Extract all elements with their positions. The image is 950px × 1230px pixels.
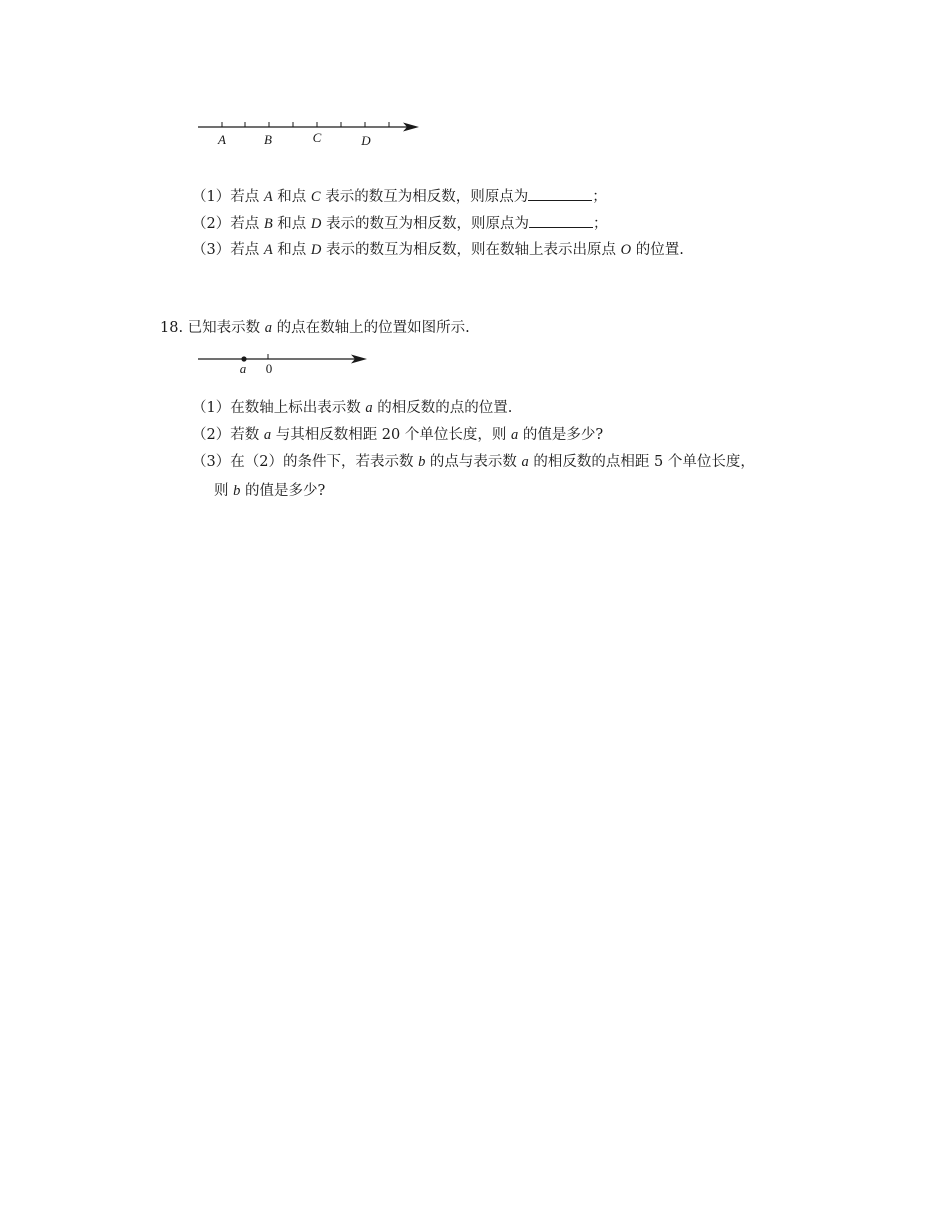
point-label-d: D (361, 133, 371, 148)
text: （3）在（2）的条件下，若表示数 (192, 454, 419, 470)
text: 的相反数的点相距 5 个单位长度， (528, 454, 755, 470)
q18-part-3 (192, 452, 755, 472)
variable: a (365, 400, 373, 416)
q17-part-3 (192, 240, 684, 260)
variable: D (310, 242, 322, 258)
variable: A (263, 242, 273, 258)
text: 的相反数的点的位置. (372, 400, 513, 416)
text: 表示的数互为相反数，则原点为 (321, 216, 530, 232)
text: ； (592, 189, 607, 205)
q18-part-3-continued (214, 481, 325, 501)
text: ； (593, 216, 608, 232)
text: 的值是多少? (518, 427, 604, 443)
variable: a (263, 427, 272, 443)
text: 表示的数互为相反数，则原点为 (320, 189, 529, 205)
q18-part-2 (192, 425, 603, 445)
point-a-label: a (239, 361, 247, 376)
text: 和点 (272, 242, 311, 258)
text: （1）若点 (192, 189, 264, 205)
point-label-a: A (218, 132, 226, 147)
variable: a (521, 454, 529, 470)
text: 与其相反数相距 20 个单位长度，则 (271, 427, 511, 443)
variable: b (233, 483, 241, 499)
text: （2）若数 (192, 427, 264, 443)
zero-label: 0 (265, 361, 273, 376)
question-number-text: 18. 已知表示数 (160, 320, 265, 336)
q18-stem (160, 318, 470, 338)
text: 的点与表示数 (425, 454, 522, 470)
variable: b (418, 454, 426, 470)
variable: O (620, 242, 632, 258)
variable: D (310, 216, 322, 232)
text: 表示的数互为相反数，则在数轴上表示出原点 (321, 242, 621, 258)
q17-part-1 (192, 186, 607, 207)
variable: C (310, 189, 321, 205)
q18-number-line (190, 348, 380, 378)
answer-blank[interactable] (528, 186, 592, 201)
text: 和点 (272, 216, 311, 232)
text: （2）若点 (192, 216, 264, 232)
point-label-b: B (264, 132, 272, 147)
point-label-c: C (312, 130, 322, 145)
variable: A (263, 189, 273, 205)
text: 则 (214, 483, 234, 499)
text: 的值是多少? (240, 483, 326, 499)
variable: a (510, 427, 519, 443)
q17-part-2 (192, 213, 608, 234)
variable: B (263, 216, 273, 232)
q18-part-1 (192, 398, 512, 418)
answer-blank[interactable] (529, 213, 593, 228)
text: 的点在数轴上的位置如图所示. (272, 320, 470, 336)
text: 的位置. (631, 242, 684, 258)
variable: a (264, 320, 273, 336)
text: （3）若点 (192, 242, 264, 258)
text: 和点 (272, 189, 311, 205)
text: （1）在数轴上标出表示数 (192, 400, 366, 416)
q17-number-line (190, 112, 430, 152)
